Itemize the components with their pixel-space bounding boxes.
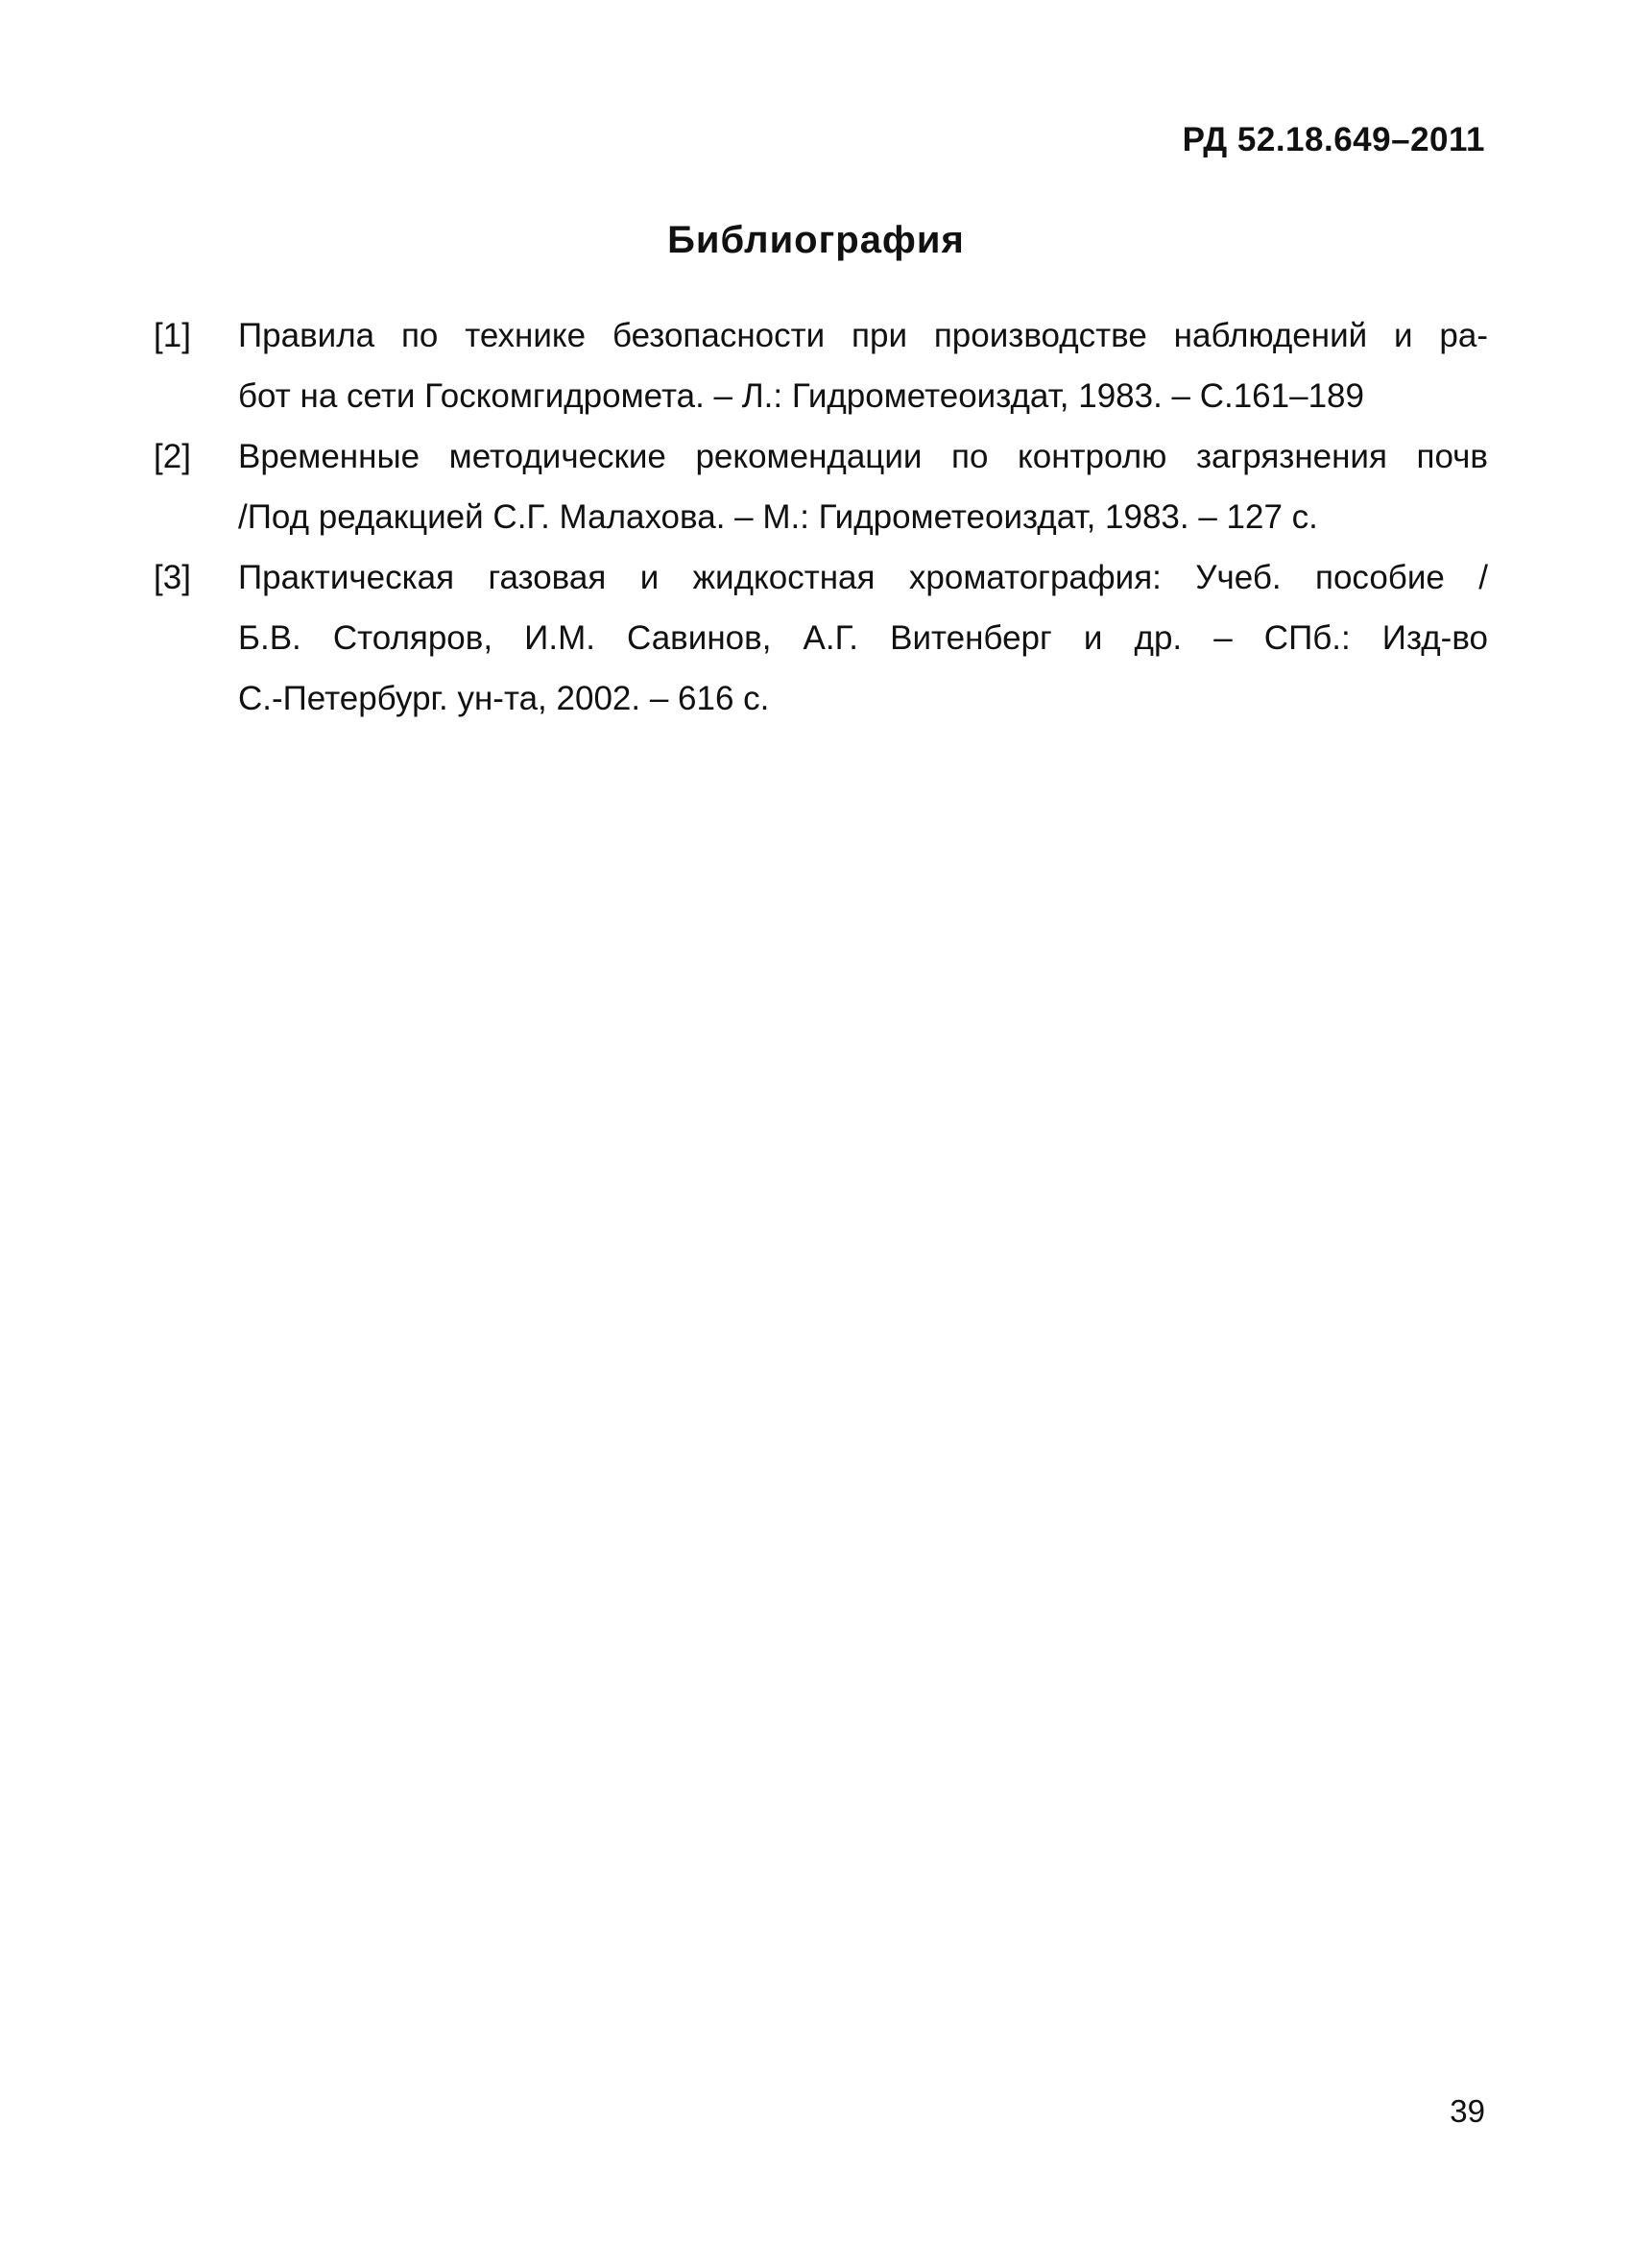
page-title: Библиография — [667, 219, 965, 261]
reference-line: Практическая газовая и жидкостная хроматография: Учеб. пособие / — [238, 559, 1488, 596]
reference-line: Б.В. Столяров, И.М. Савинов, А.Г. Витенберг и др. – СПб.: Изд-во — [238, 619, 1488, 657]
reference-text — [238, 426, 1488, 547]
reference-line: Временные методические рекомендации по контролю загрязнения почв — [238, 438, 1488, 475]
reference-number: [1] — [154, 317, 191, 354]
reference-text — [238, 547, 1488, 729]
bibliography-item — [154, 426, 1488, 547]
document-code: РД 52.18.649–2011 — [1182, 121, 1485, 158]
reference-line: бот на сети Госкомгидромета. – Л.: Гидрометеоиздат, 1983. – С.161–189 — [238, 377, 1364, 415]
bibliography-item — [154, 305, 1488, 426]
bibliography-item — [154, 547, 1488, 729]
reference-number: [3] — [154, 559, 191, 596]
reference-line: С.-Петербург. ун-та, 2002. – 616 с. — [238, 680, 770, 717]
reference-number: [2] — [154, 438, 191, 475]
page-number: 39 — [1450, 2093, 1485, 2129]
bibliography-list — [154, 305, 1488, 729]
reference-line: Правила по технике безопасности при производстве наблюдений и ра- — [238, 317, 1488, 354]
reference-text — [238, 305, 1488, 426]
reference-line: /Под редакцией С.Г. Малахова. – М.: Гидрометеоиздат, 1983. – 127 с. — [238, 498, 1318, 536]
